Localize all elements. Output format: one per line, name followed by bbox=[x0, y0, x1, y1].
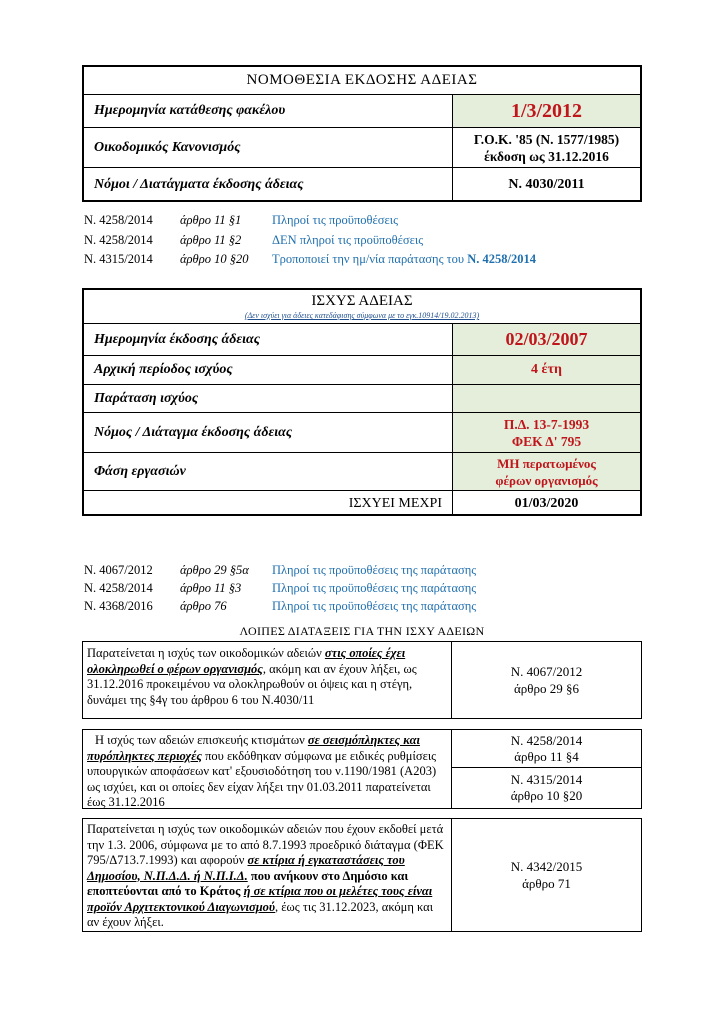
decree-value bbox=[452, 413, 640, 452]
building-code-line2: έκδοση ως 31.12.2016 bbox=[484, 148, 609, 164]
provision-ref-article: άρθρο 71 bbox=[522, 876, 571, 891]
provision-text bbox=[87, 733, 449, 811]
row-label: Φάση εργασιών bbox=[94, 463, 186, 479]
ref-status bbox=[272, 252, 536, 267]
row-label: Ημερομηνία κατάθεσης φακέλου bbox=[94, 103, 286, 118]
building-code-value bbox=[452, 128, 640, 167]
ref-status: Πληροί τις προϋποθέσεις bbox=[272, 213, 399, 227]
ref-article: άρθρο 76 bbox=[180, 599, 227, 613]
ref-article: άρθρο 11 §1 bbox=[180, 213, 242, 227]
refs2-list bbox=[84, 563, 644, 618]
provision-ref-article: άρθρο 29 §6 bbox=[513, 681, 579, 696]
provision-text-part: Παρατείνεται η ισχύς των οικοδομικών αδειών που έχουν εκδοθεί μετά την 1.3. 2006, σύμφωνα με το από 8.7.1993 προεδρικό διάταγμα (ΦΕΚ 795/Δ713.7.1993) και αφορούν bbox=[87, 822, 444, 867]
ref-line bbox=[84, 252, 644, 268]
legislation-title: ΝΟΜΟΘΕΣΙΑ ΕΚΔΟΣΗΣ ΑΔΕΙΑΣ bbox=[246, 72, 478, 88]
phase-value bbox=[452, 453, 640, 490]
ref-status-text: Τροποποιεί την ημ/νία παράτασης του bbox=[272, 252, 468, 266]
ref-line bbox=[84, 581, 644, 597]
row-label: Νόμος / Διάταγμα έκδοσης άδειας bbox=[94, 424, 293, 440]
provision-ref-1 bbox=[451, 730, 641, 768]
provision-emphasis: στις οποίες έχει ολοκληρωθεί ο φέρων οργανισμός bbox=[87, 646, 406, 676]
legislation-row-building-code bbox=[84, 127, 640, 167]
ref-line bbox=[84, 213, 644, 229]
provision-text-part: , ακόμη και αν έχουν λήξει, ως 31.12.2016 προκειμένου να ολοκληρωθούν οι όψεις και η στέγη, δυνάμει της §4γ του άρθρου 6 του Ν.4030/11 bbox=[87, 661, 417, 707]
validity-row-issue-date bbox=[84, 323, 640, 355]
provision-emphasis: σε σεισμόπληκτες και πυρόπληκτες περιοχές bbox=[87, 733, 420, 763]
provision-text bbox=[87, 822, 447, 931]
submission-date-value: 1/3/2012 bbox=[452, 95, 640, 127]
provision-ref-law: Ν. 4258/2014 bbox=[510, 732, 583, 748]
valid-until-value: 01/03/2020 bbox=[452, 491, 640, 516]
valid-until-label: ΙΣΧΥΕΙ ΜΕΧΡΙ bbox=[348, 495, 442, 511]
ref-article: άρθρο 11 §2 bbox=[180, 233, 242, 247]
decree-line2: ΦΕΚ Δ' 795 bbox=[511, 433, 582, 449]
validity-subtitle: (Δεν ισχύει για άδειες κατεδάφισης σύμφωνα με το εγκ.10914/19.02.2013) bbox=[244, 311, 480, 320]
provision-ref bbox=[451, 819, 641, 931]
initial-period-value: 4 έτη bbox=[452, 356, 640, 384]
building-code-line1: Γ.Ο.Κ. '85 (Ν. 1577/1985) bbox=[473, 131, 620, 147]
provision-ref-2 bbox=[451, 767, 641, 808]
provision-ref-law: Ν. 4342/2015 bbox=[510, 859, 583, 874]
validity-row-initial-period bbox=[84, 355, 640, 384]
legislation-table bbox=[82, 65, 642, 202]
provision-text-part: που εκδόθηκαν σύμφωνα με ειδικές ρυθμίσεις υπουργικών αποφάσεων κατ' εξουσιοδότηση του ν.1190/1981 (Α203) ως ισχύει, και οι οποίες δεν είχαν λήξει την 01.03.2011 παρατείνεται έως 31.12.2016 bbox=[87, 748, 437, 809]
laws-value: Ν. 4030/2011 bbox=[452, 168, 640, 202]
ref-status: Πληροί τις προϋποθέσεις της παράτασης bbox=[272, 581, 477, 595]
provision-ref bbox=[451, 642, 641, 718]
provision-text bbox=[87, 646, 447, 708]
other-provisions-heading: ΛΟΙΠΕΣ ΔΙΑΤΑΞΕΙΣ ΓΙΑ ΤΗΝ ΙΣΧΥ ΑΔΕΙΩΝ bbox=[239, 624, 485, 638]
provision-2 bbox=[82, 729, 642, 809]
legislation-row-submission-date bbox=[84, 94, 640, 127]
validity-row-extension bbox=[84, 384, 640, 412]
provision-ref-law: Ν. 4315/2014 bbox=[510, 771, 583, 787]
legislation-row-laws bbox=[84, 167, 640, 202]
ref-line bbox=[84, 233, 644, 249]
validity-row-decree bbox=[84, 412, 640, 452]
ref-line bbox=[84, 599, 644, 615]
row-label: Παράταση ισχύος bbox=[94, 390, 199, 406]
issue-date-value: 02/03/2007 bbox=[452, 324, 640, 355]
provision-ref-article: άρθρο 11 §4 bbox=[514, 748, 579, 764]
provision-text-part: Παρατείνεται η ισχύς των οικοδομικών αδειών bbox=[87, 646, 325, 660]
provision-text-part: Η ισχύς των αδειών επισκευής κτισμάτων bbox=[95, 733, 308, 747]
validity-row-phase bbox=[84, 452, 640, 490]
refs1-list bbox=[84, 213, 644, 268]
ref-status-bold: Ν. 4258/2014 bbox=[467, 252, 536, 266]
ref-law: Ν. 4258/2014 bbox=[84, 213, 153, 227]
provision-emphasis: ή σε κτίρια που οι μελέτες τους είναι προϊόν Αρχιτεκτονικού Διαγωνισμού bbox=[87, 884, 433, 914]
phase-line2: φέρων οργανισμός bbox=[495, 472, 598, 488]
ref-line bbox=[84, 563, 644, 579]
ref-law: Ν. 4368/2016 bbox=[84, 599, 153, 613]
validity-row-valid-until bbox=[84, 490, 640, 516]
ref-article: άρθρο 11 §3 bbox=[180, 581, 242, 595]
ref-status: Πληροί τις προϋποθέσεις της παράτασης bbox=[272, 599, 477, 613]
provision-bold: που ανήκουν στο Δημόσιο και εποπτεύονται από το Κράτος bbox=[87, 868, 409, 898]
validity-table bbox=[82, 288, 642, 516]
decree-line1: Π.Δ. 13-7-1993 bbox=[503, 416, 590, 432]
provision-ref-article: άρθρο 10 §20 bbox=[510, 787, 583, 803]
ref-law: Ν. 4315/2014 bbox=[84, 252, 153, 266]
phase-line1: ΜΗ περατωμένος bbox=[497, 455, 596, 471]
provision-text-part: , έως τις 31.12.2023, ακόμη και αν έχουν λήξει. bbox=[87, 899, 434, 929]
provision-3 bbox=[82, 818, 642, 932]
ref-law: Ν. 4258/2014 bbox=[84, 581, 153, 595]
extension-value bbox=[452, 385, 640, 412]
ref-law: Ν. 4067/2012 bbox=[84, 563, 153, 577]
ref-article: άρθρο 29 §5α bbox=[180, 563, 249, 577]
row-label: Οικοδομικός Κανονισμός bbox=[94, 139, 241, 155]
ref-status: ΔΕΝ πληροί τις προϋποθέσεις bbox=[272, 233, 424, 247]
row-label: Νόμοι / Διατάγματα έκδοσης άδειας bbox=[94, 177, 304, 192]
provision-1 bbox=[82, 641, 642, 719]
ref-status: Πληροί τις προϋποθέσεις της παράτασης bbox=[272, 563, 477, 577]
ref-law: Ν. 4258/2014 bbox=[84, 233, 153, 247]
provision-ref-law: Ν. 4067/2012 bbox=[510, 664, 583, 679]
provision-emphasis: σε κτίρια ή εγκαταστάσεις του Δημοσίου, Ν.Π.Δ.Δ. ή Ν.Π.Ι.Δ. bbox=[87, 853, 405, 883]
ref-article: άρθρο 10 §20 bbox=[180, 252, 249, 266]
row-label: Ημερομηνία έκδοσης άδειας bbox=[94, 331, 261, 347]
row-label: Αρχική περίοδος ισχύος bbox=[94, 362, 233, 377]
validity-title: ΙΣΧΥΣ ΑΔΕΙΑΣ bbox=[311, 293, 413, 309]
